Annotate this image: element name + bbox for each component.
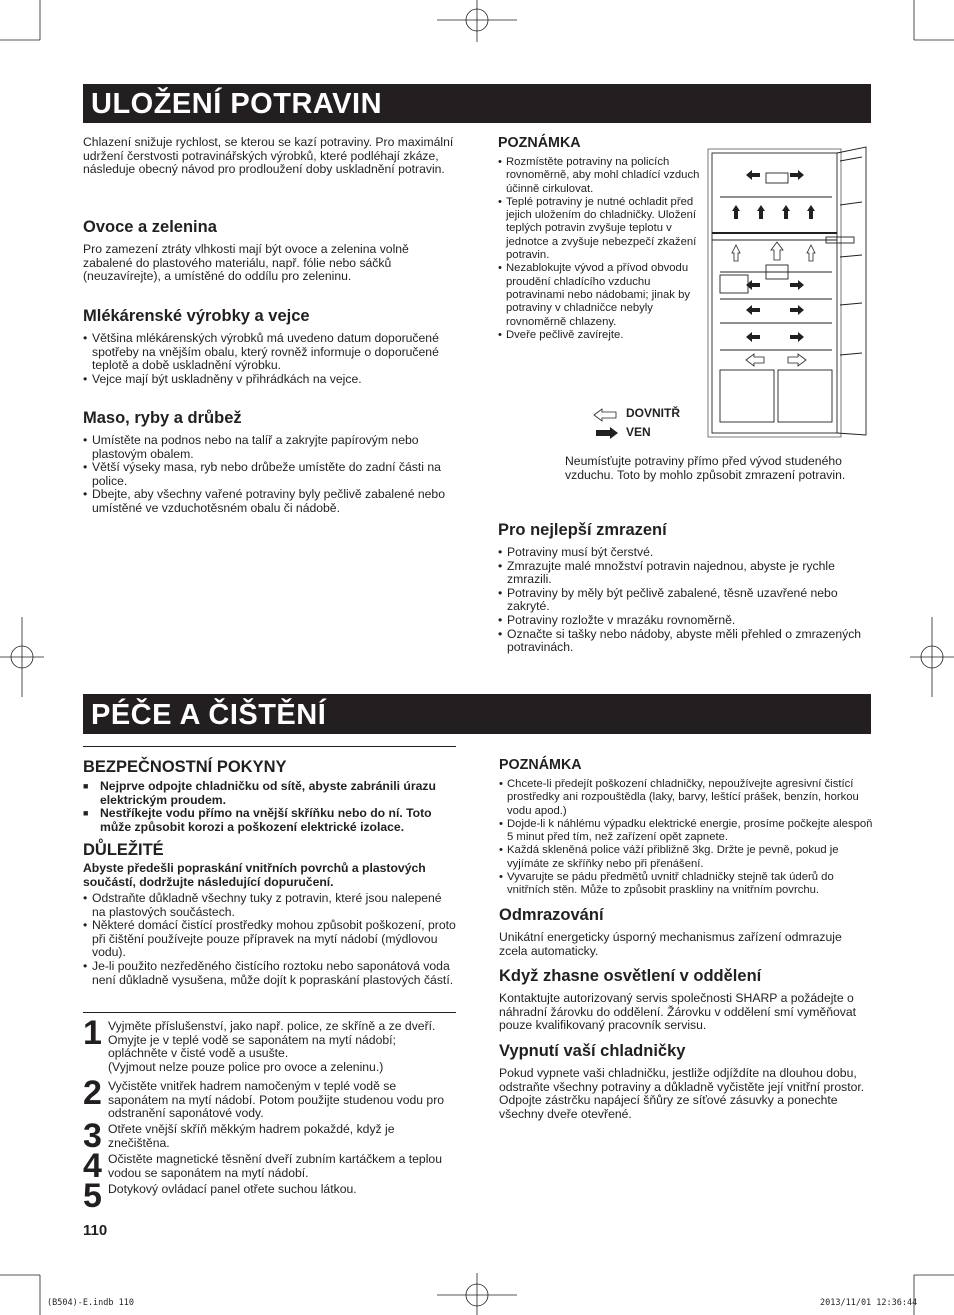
legend-out-label: VEN (626, 425, 651, 439)
step-3 (83, 1117, 458, 1155)
step-subtext: (Vyjmout nelze pouze police pro ovoce a zeleninu.) (108, 1059, 384, 1074)
figure-caption: Neumísťujte potraviny přímo před vývod studeného vzduchu. Toto by mohlo způsobit zmrazení potravin. (565, 454, 846, 482)
freeze-list (498, 546, 870, 655)
list-item: • Některé domácí čistící prostředky mohou způsobit poškození, proto při čištění používejte pouze přípravek na mytí nádobí (mýdlovou vodu). (83, 919, 458, 960)
storage-section-banner (83, 84, 871, 123)
list-item: • Vejce mají být uskladněny v přihrádkách na vejce. (83, 373, 458, 387)
footer-file-slug: (B504)-E.indb 110 (47, 1298, 134, 1308)
storage-section-title: ULOŽENÍ POTRAVIN (91, 88, 383, 120)
meat-heading: Maso, ryby a drůbež (83, 409, 242, 427)
step-text: Očistěte magnetické těsnění dveří zubním kartáčkem a teplou vodou se saponátem na mytí nádobí. (108, 1152, 442, 1180)
step-text: Vyjměte příslušenství, jako např. police, ze skříně a ze dveří. Omyjte je v teplé vodě se saponátem na mytí nádobí; opláchněte v čisté vodě a usušte. (108, 1019, 436, 1061)
list-item: • Vyvarujte se pádu předmětů uvnitř chladničky stejně tak úderů do vnitřních stěn. Může to způsobit praskliny na vnitřním povrchu. (499, 871, 873, 898)
meat-list (83, 434, 458, 516)
list-item: • Každá skleněná police váží přibližně 3kg. Držte je pevně, pokud je vyjímáte ze skříňky nebo při přenášení. (499, 844, 873, 871)
list-item: • Potraviny rozložte v mrazáku rovnoměrně. (498, 614, 870, 628)
airflow-legend-arrows (592, 407, 620, 439)
step-1 (83, 1014, 458, 1074)
off-heading: Vypnutí vaší chladničky (499, 1042, 686, 1060)
list-item: • Rozmístěte potraviny na policích rovnoměrně, aby mohl chladící vzduch účinně cirkulovat. (498, 156, 700, 196)
list-item: • Označte si tašky nebo nádoby, abyste měli přehled o zmrazených potravinách. (498, 628, 870, 655)
list-item: • Zmrazujte malé množství potravin najednou, abyste je rychle zmrazili. (498, 560, 870, 587)
divider (83, 1012, 456, 1013)
safety-list (83, 780, 458, 834)
list-item: • Potraviny musí být čerstvé. (498, 546, 870, 560)
care-section-banner (83, 694, 871, 734)
freeze-heading: Pro nejlepší zmrazení (498, 521, 667, 539)
step-2 (83, 1074, 458, 1121)
list-item: • Umístěte na podnos nebo na talíř a zakryjte papírovým nebo plastovým obalem. (83, 434, 458, 461)
important-lead: Abyste předešli popraskání vnitřních povrchů a plastových součástí, dodržujte následující dopuručení. (83, 861, 426, 889)
step-text: Vyčistěte vnitřek hadrem namočeným v teplé vodě se saponátem na mytí nádobí. Potom použijte studenou vodu pro odstranění saponátové vody. (108, 1079, 445, 1121)
care-section-title: PÉČE A ČIŠTĚNÍ (91, 699, 327, 731)
list-item: • Dveře pečlivě zavírejte. (498, 329, 700, 342)
dairy-list (83, 332, 458, 386)
step-4 (83, 1147, 458, 1185)
important-list (83, 892, 458, 987)
fruit-heading: Ovoce a zelenina (83, 218, 217, 236)
footer-timestamp: 2013/11/01 12:36:44 (820, 1298, 918, 1308)
step-number: 3 (83, 1117, 102, 1155)
list-item: • Chcete-li předejít poškození chladničky, nepoužívejte agresivní čistící prostředky ani rozpouštědla (laky, barvy, leštící prášek, benzín, horkou vodu apod.) (499, 778, 873, 818)
list-item: • Většina mlékárenských výrobků má uvedeno datum doporučené spotřeby na vnějším obalu, který rovněž informuje o doporučené teplotě a době uskladnění výrobku. (83, 332, 458, 373)
list-item: • Teplé potraviny je nutné ochladit před jejich uložením do chladničky. Uložení teplých potravin zvyšuje teplotu v jednotce a zvyšuje nebezpečí zkažení potravin. (498, 196, 700, 262)
step-number: 1 (83, 1014, 102, 1052)
safety-heading: BEZPEČNOSTNÍ POKYNY (83, 758, 287, 776)
legend-in-label: DOVNITŘ (626, 406, 680, 420)
storage-note-heading: POZNÁMKA (498, 135, 581, 151)
step-number: 5 (83, 1177, 102, 1215)
fruit-text: Pro zamezení ztráty vlhkosti mají být ovoce a zelenina volně zabalené do plastového materiálu, např. fólie nebo sáčků (neuzavírejte), a umístěné do oddílu pro zeleninu. (83, 242, 409, 284)
list-item: • Potraviny by měly být pečlivě zabalené, těsně uzavřené nebo zakryté. (498, 587, 870, 614)
divider (83, 746, 456, 747)
care-note-list (499, 778, 873, 898)
list-item: • Je-li použito nezředěného čistícího roztoku nebo saponátová voda není důkladně vysušena, může dojít k popraskání plastových částí. (83, 960, 458, 987)
storage-note-list (498, 156, 700, 342)
step-number: 2 (83, 1074, 102, 1112)
defrost-heading: Odmrazování (499, 906, 604, 924)
list-item: • Dojde-li k náhlému výpadku elektrické energie, prosíme počkejte alespoň 5 minut před tím, než zařízení opět zapnete. (499, 818, 873, 845)
defrost-text: Unikátní energeticky úsporný mechanismus zařízení odmrazuje zcela automaticky. (499, 930, 842, 958)
light-text: Kontaktujte autorizovaný servis společnosti SHARP a požádejte o náhradní žárovku do oddělení. Žárovku v oddělení smí vyměňovat pouze kvalifikovaný pracovník servisu. (499, 991, 857, 1033)
page-number: 110 (83, 1222, 108, 1239)
step-5 (83, 1177, 458, 1215)
list-item: ■ Nestříkejte vodu přímo na vnější skříňku nebo do ní. Toto může způsobit korozi a poškození elektrické izolace. (83, 807, 458, 834)
storage-intro: Chlazení snižuje rychlost, se kterou se kazí potraviny. Pro maximální udržení čerstvosti potravinářských výrobků, které podléhají zkáze, následuje obecný návod pro prodloužení doby uskladnění potravin. (83, 135, 454, 177)
list-item: • Nezablokujte vývod a přívod obvodu proudění chladícího vzduchu potravinami nebo nádobami; jinak by potraviny v chladničce nebyly rovnoměrně chlazeny. (498, 262, 700, 328)
step-text: Otřete vnější skříň měkkým hadrem pokaždé, když je znečištěna. (108, 1122, 395, 1150)
important-heading: DŮLEŽITÉ (83, 841, 164, 859)
step-number: 4 (83, 1147, 102, 1185)
dairy-heading: Mlékárenské výrobky a vejce (83, 307, 310, 325)
list-item: • Větší výseky masa, ryb nebo drůbeže umístěte do zadní části na police. (83, 461, 458, 488)
list-item: ■ Nejprve odpojte chladničku od sítě, abyste zabránili úrazu elektrickým proudem. (83, 780, 458, 807)
step-text: Dotykový ovládací panel otřete suchou látkou. (108, 1182, 357, 1196)
off-text: Pokud vypnete vaši chladničku, jestliže odjíždíte na dlouhou dobu, odstraňte všechny potraviny a důkladně vyčistěte její vnitřní prostor. Odpojte zástrčku napájecí šňůry ze síťové zásuvky a ponechte všechny dveře otevřené. (499, 1066, 865, 1121)
light-heading: Když zhasne osvětlení v oddělení (499, 967, 762, 985)
care-note-heading: POZNÁMKA (499, 757, 582, 773)
list-item: • Dbejte, aby všechny vařené potraviny byly pečlivě zabalené nebo umístěné ve vzduchotěsném obalu či nádobě. (83, 488, 458, 515)
list-item: • Odstraňte důkladně všechny tuky z potravin, které jsou nalepené na plastových součástech. (83, 892, 458, 919)
fridge-airflow-illustration (706, 145, 871, 443)
